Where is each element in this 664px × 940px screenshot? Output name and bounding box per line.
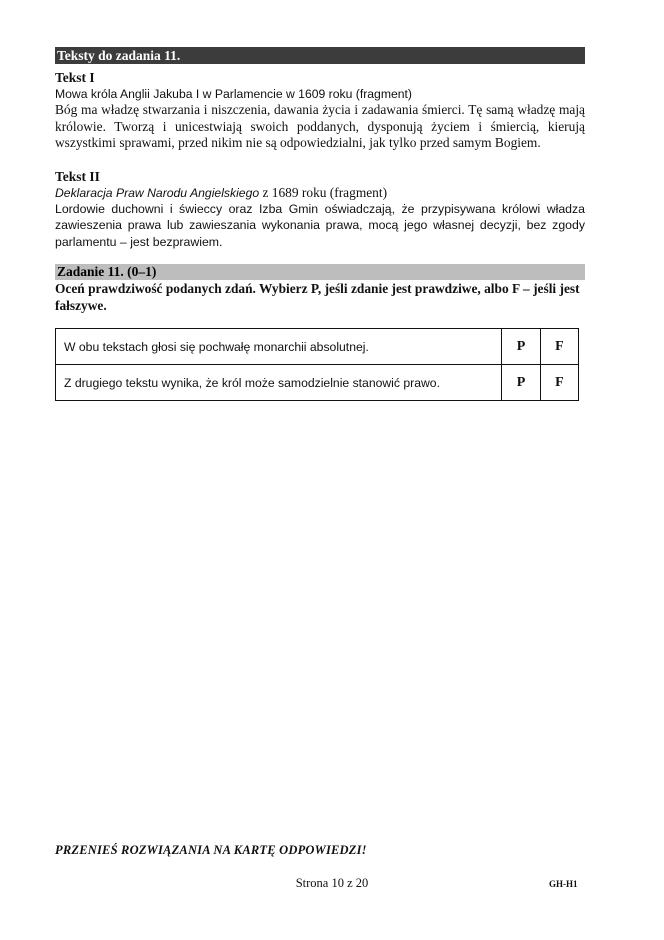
exam-code: GH-H1 [549, 879, 578, 889]
tekst-2-title: Tekst II [55, 168, 100, 184]
table-row [56, 365, 579, 401]
task-instruction: Oceń prawdziwość podanych zdań. Wybierz P, jeśli zdanie jest prawdziwe, albo F – jeśli jest fałszywe. [55, 281, 580, 313]
tekst-2-source-title: Deklaracja Praw Narodu Angielskiego [55, 185, 260, 200]
page-number: Strona 10 z 20 [295, 876, 369, 890]
statement-cell: W obu tekstach głosi się pochwałę monarchii absolutnej. [56, 329, 502, 365]
tekst-1-body: Bóg ma władzę stwarzania i niszczenia, dawania życia i zadawania śmierci. Tę samą władzę mają królowie. Tworzą i unicestwiają swoich poddanych, dysponują życiem i śmiercią, kierują wszystkimi sprawami, przed nikim nie są odpowiedzialni, jak tylko przed samym Bogiem. [55, 102, 585, 150]
option-f[interactable]: F [540, 329, 578, 365]
option-p[interactable]: P [502, 329, 540, 365]
tekst-2-source [55, 185, 585, 201]
tekst-1-source: Mowa króla Anglii Jakuba I w Parlamencie w 1609 roku (fragment) [55, 87, 412, 101]
option-p[interactable]: P [502, 365, 540, 401]
tekst-2-body: Lordowie duchowni i świeccy oraz Izba Gmin oświadczają, że przypisywana królowi władza zawieszenia prawa lub zawieszania wykonania prawa, mocą jego własnej decyzji, bez zgody parlamentu – jest bezprawiem. [55, 201, 585, 249]
table-row [56, 329, 579, 365]
true-false-table [55, 328, 579, 401]
tekst-1-title: Tekst I [55, 70, 95, 85]
tekst-2-source-date: z 1689 roku (fragment) [259, 184, 388, 200]
statement-cell: Z drugiego tekstu wynika, że król może samodzielnie stanowić prawo. [56, 365, 502, 401]
transfer-answers-note: PRZENIEŚ ROZWIĄZANIA NA KARTĘ ODPOWIEDZI! [55, 843, 367, 857]
option-f[interactable]: F [540, 365, 578, 401]
task-header: Zadanie 11. (0–1) [55, 264, 585, 280]
section-header: Teksty do zadania 11. [55, 47, 585, 64]
page-content [55, 47, 585, 401]
